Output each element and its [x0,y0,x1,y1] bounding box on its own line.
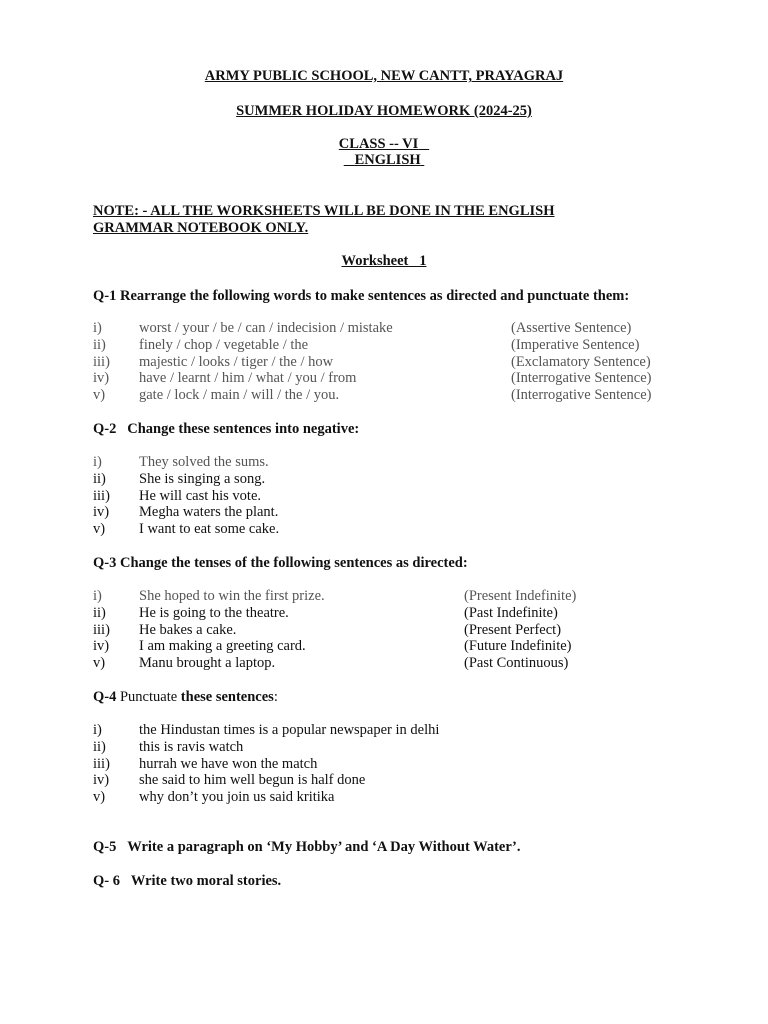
list-item: iii) He bakes a cake. (Present Perfect) [93,621,562,638]
list-item: i) They solved the sums. [93,454,269,470]
q1-list [93,320,693,404]
list-item: v) why don’t you join us said kritika [93,789,335,806]
list-item: ii) She is singing a song. [93,470,266,487]
list-item: iii) hurrah we have won the match [93,755,318,772]
list-item: iv) she said to him well begun is half done [93,772,366,789]
q4-list [93,722,693,806]
list-item: iv) have / learnt / him / what / you / from (Interrogative Sentence) [93,370,652,387]
q5-title: Q-5 Write a paragraph on ‘My Hobby’ and ‘A Day Without Water’. [93,839,521,855]
worksheet-title: Worksheet 1 [341,253,427,269]
list-item: i) worst / your / be / can / indecision / mistake (Assertive Sentence) [93,320,632,336]
list-item: i) She hoped to win the first prize. (Present Indefinite) [93,588,577,604]
note-line-1: NOTE: - ALL THE WORKSHEETS WILL BE DONE IN THE ENGLISH [93,203,555,219]
list-item: iv) I am making a greeting card. (Future Indefinite) [93,638,572,655]
list-item: v) I want to eat some cake. [93,521,280,538]
list-item: v) gate / lock / main / will / the / you. (Interrogative Sentence) [93,387,652,404]
q2-title: Q-2 Change these sentences into negative: [93,421,360,437]
list-item: iv) Megha waters the plant. [93,504,279,521]
homework-title: SUMMER HOLIDAY HOMEWORK (2024-25) [236,103,532,119]
list-item: ii) finely / chop / vegetable / the (Imperative Sentence) [93,336,640,353]
note-line-2: GRAMMAR NOTEBOOK ONLY. [93,220,309,236]
school-name: ARMY PUBLIC SCHOOL, NEW CANTT, PRAYAGRAJ [204,68,564,84]
q4-title: Q-4 Punctuate these sentences: [93,689,278,705]
q2-list [93,454,693,538]
q3-list [93,588,693,672]
list-item: ii) this is ravis watch [93,738,244,755]
class-line: CLASS -- VI [338,136,419,152]
q6-title: Q- 6 Write two moral stories. [93,873,282,889]
q3-title: Q-3 Change the tenses of the following sentences as directed: [93,555,468,571]
list-item: v) Manu brought a laptop. (Past Continuous) [93,655,569,672]
list-item: i) the Hindustan times is a popular newspaper in delhi [93,722,440,738]
list-item: iii) majestic / looks / tiger / the / how (Exclamatory Sentence) [93,353,651,370]
list-item: ii) He is going to the theatre. (Past Indefinite) [93,604,558,621]
list-item: iii) He will cast his vote. [93,487,262,504]
q1-title: Q-1 Rearrange the following words to make sentences as directed and punctuate them: [93,288,630,304]
subject-line: ENGLISH [354,152,421,168]
